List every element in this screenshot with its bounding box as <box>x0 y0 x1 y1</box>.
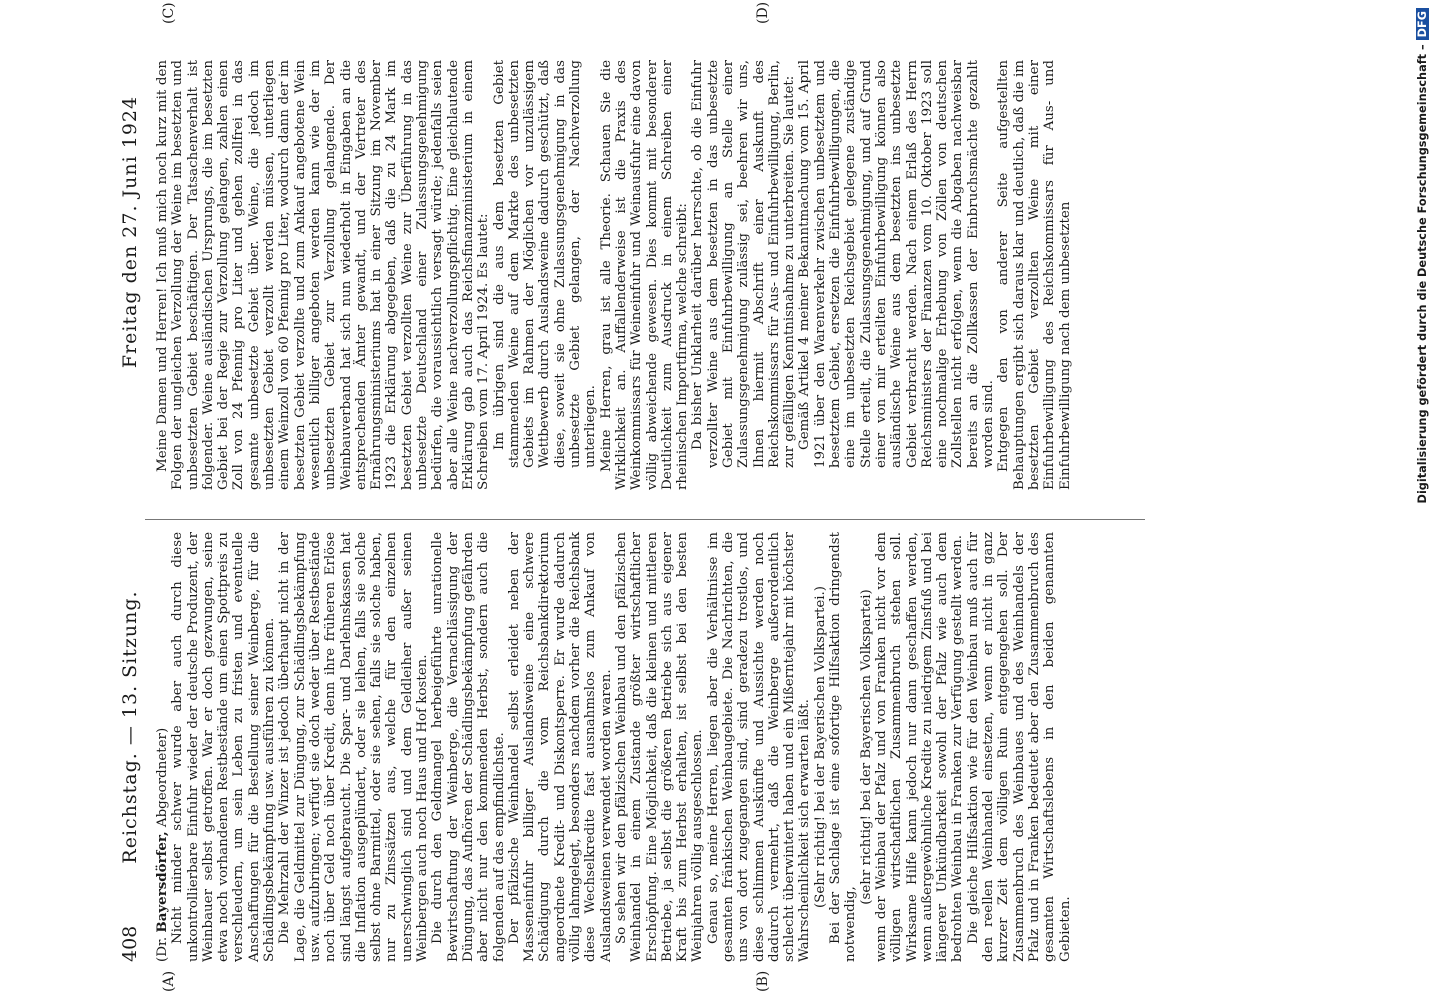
right-column <box>155 60 1073 490</box>
speaker-line <box>155 532 170 962</box>
interjection: (sehr richtig! bei der Bayerischen Volkspartei) <box>858 589 874 905</box>
paragraph: Genau so, meine Herren, liegen aber die Verhältnisse im gesamten fränkischen Weinbaugebiete. Die Nachrichten, die uns von dort zugegangen sind, sind geradezu trostlos, und diese schlimmen Auskünfte und Aussichte werden noch dadurch vermehrt, daß die Weinberge außerordentlich schlecht überwintert haben und ein Mißerntejahr mit höchster Wahrscheinlichkeit sich erwarten läßt. <box>705 532 813 962</box>
digitization-note-text <box>1416 8 1430 998</box>
paragraph: wenn der Weinbau der Pfalz und von Franken nicht vor dem völligen wirtschaftlichen Zusammenbruch stehen soll. Wirksame Hilfe kann jedoch nur dann geschaffen werden, wenn außergewöhnliche Kredite zu niedrigem Zinsfuß und bei längerer Unkündbarkeit sowohl der Pfalz wie auch dem bedrohten Weinbau in Franken zur Verfügung gestellt werden. <box>873 532 966 962</box>
quoted-paragraph: Gemäß Artikel 4 meiner Bekanntmachung vom 15. April 1921 über den Warenverkehr zwischen unbesetztem und besetztem Gebiet, ersetzen die Einfuhrbewilligungen, die eine im unbesetzten Reichsgebiet gelegene zuständige Stelle erteilt, die Zulassungsgenehmigung, und auf Grund einer von mir erteilten Einfuhrbewilligung können also ausländische Weine aus dem besetzten ins unbesetzte Gebiet verbracht werden. Nach einem Erlaß des Herrn Reichsministers der Finanzen vom 10. Oktober 1923 soll eine nochmalige Erhebung von Zöllen von deutschen Zollstellen nicht erfolgen, wenn die Abgaben nachweisbar bereits an die Zollkassen der Einbruchsmächte gezahlt worden sind. <box>797 60 997 468</box>
column-divider <box>145 519 1145 520</box>
paragraph: Die gleiche Hilfsaktion wie für den Weinbau muß auch für den reellen Weinhandel einsetzen, wenn er nicht in ganz kurzer Zeit dem völligen Ruin entgegengehen soll. Der Zusammenbruch des Weinbaues und des Weinhandels der Pfalz und in Franken bedeutet aber den Zusammenbruch des gesamten Wirtschaftslebens in den beiden genannten Gebieten. <box>965 532 1073 962</box>
margin-letter-d: (D) <box>755 1 771 24</box>
paragraph: Die durch den Geldmangel herbeigeführte unrationelle Bewirtschaftung der Weinberge, die Vernachlässigung der Düngung, das Aufhören der Schädlingsbekämpfung gefährden aber nicht nur den kommenden Herbst, sondern auch die folgenden auf das empfindlichste. <box>430 532 507 962</box>
right-running-title: Freitag den 27. Juni 1924 <box>119 95 141 369</box>
page-number: 408 <box>119 925 141 962</box>
funding-text: Digitalisierung gefördert durch die Deutsche Forschungsgemeinschaft – <box>1416 44 1429 504</box>
speaker-name: Bayersdörfer, <box>154 831 170 933</box>
margin-letter-c: (C) <box>161 2 177 24</box>
paragraph: Meine Damen und Herren! Ich muß mich noch kurz mit den Folgen der ungleichen Verzollung der Weine im besetzten und unbesetzten Gebiet beschäftigen. Der Tatsachenverhalt ist folgender. Weine ausländischen Ursprungs, die im besetzten Gebiet bei der Regie zur Verzollung gelangen, zahlen einen Zoll von 24 Pfennig pro Liter und gehen zollfrei in das gesamte unbesetzte Gebiet über. Weine, die jedoch im unbesetzten Gebiet verzollt werden müssen, unterliegen einem Weinzoll von 60 Pfennig pro Liter, wodurch dann der im besetzten Gebiet verzollte und zum Ankauf angebotene Wein wesentlich billiger angeboten werden kann wie der im unbesetzten Gebiet zur Verzollung gelangende. Der Weinbauverband hat sich nun wiederholt in Eingaben an die entsprechenden Ämter gewandt, und der Vertreter des Ernährungsministeriums hat in einer Sitzung im November 1923 die Erklärung abgegeben, daß die zu 24 Mark im besetzten Gebiet verzollten Weine zur Überführung in das unbesetzte Deutschland einer Zulassungsgenehmigung bedürfen, die voraussichtlich versagt würde; jedenfalls seien aber alle Weine nachverzollungspflichtig. Eine gleichlautende Erklärung gab auch das Reichsfinanzministerium in einem Schreiben vom 17. April 1924. Es lautet: <box>155 60 492 490</box>
page-header <box>115 32 145 962</box>
paragraph: Nicht minder schwer wurde aber auch durch diese unkontrollierbare Einfuhr wieder der deutsche Produzent, der Weinbauer selbst getroffen. War er doch gezwungen, seine etwa noch vorhandenen Restbestände um einen Spottpreis zu verschleudern, um sein Leben zu fristen und eventuelle Anschaffungen für die Bestellung seiner Weinberge, für die Schädlingsbekämpfung usw. ausführen zu können. <box>170 532 278 962</box>
left-running-title: Reichstag. — 13. Sitzung. <box>119 590 141 864</box>
margin-letter-a: (A) <box>161 970 177 992</box>
quoted-paragraph: Da bisher Unklarheit darüber herrschte, ob die Einfuhr verzollter Weine aus dem besetzten in das unbesetzte Gebiet mit Einfuhrbewilligung an Stelle einer Zulassungsgenehmigung zulässig sei, beehren wir uns, Ihnen hiermit Abschrift einer Auskunft des Reichskommissars für Aus- und Einfuhrbewilligung, Berlin, zur gefälligen Kenntnisnahme zu unterbreiten. Sie lautet: <box>690 60 798 468</box>
paragraph: Die Mehrzahl der Winzer ist jedoch überhaupt nicht in der Lage, die Geldmittel zur Düngung, zur Schädlingsbekämpfung usw. aufzubringen; verfügt sie doch weder über Restbestände noch über Geld noch über Kredit, denn ihre früheren Erlöse sind längst aufgebraucht. Die Spar- und Darlehnskassen hat die Inflation ausgeplündert, oder sie leihen, falls sie solche selbst ohne Barmittel, oder sie sehen, falls sie solche haben, nur zu Zinssätzen aus, welche für den einzelnen unerschwinglich sind und dem Geldleiher außer seinen Weinbergen auch noch Haus und Hof kosten. <box>277 532 431 962</box>
paragraph: So sehen wir den pfälzischen Weinbau und den pfälzischen Weinhandel in einem Zustande größter wirtschaftlicher Erschöpfung. Eine Möglichkeit, daß die kleinen und mittleren Betriebe, ja selbst die größeren Betriebe sich aus eigener Kraft bis zum Herbst erhalten, ist selbst bei den besten Weinjahren völlig ausgeschlossen. <box>613 532 706 962</box>
speaker-prefix: (Dr. <box>155 932 170 962</box>
paragraph: Bei der Sachlage ist eine sofortige Hilfsaktion dringendst notwendig, <box>828 532 859 962</box>
quoted-paragraph: Im übrigen sind die aus dem besetzten Gebiet stammenden Weine auf dem Markte des unbesetzten Gebiets im Rahmen der Möglichen vor unzulässigem Wettbewerb durch Auslandsweine dadurch geschützt, daß diese, soweit sie ohne Zulassungsgenehmigung in das unbesetzte Gebiet gelangen, der Nachverzollung unterliegen. <box>491 60 599 468</box>
dfg-logo: DFG <box>1416 8 1429 40</box>
paragraph: Entgegen den von anderer Seite aufgestellten Behauptungen ergibt sich daraus klar und deutlich, daß die im besetzten Gebiet verzollten Weine mit einer Einfuhrbewilligung des Reichskommissars für Aus- und Einfuhrbewilligung nach dem unbesetzten <box>996 60 1073 490</box>
margin-letter-b: (B) <box>755 970 771 992</box>
speaker-suffix: Abgeordneter) <box>155 727 170 832</box>
paragraph: Der pfälzische Weinhandel selbst erleidet neben der Masseneinfuhr billiger Auslandsweine eine schwere Schädigung durch die vom Reichsbankdirektorium angeordnete Kredit- und Diskontsperre. Er wurde dadurch völlig lahmgelegt, besonders nachdem vorher die Reichsbank diese Wechselkredite fast ausnahmslos zum Ankauf von Auslandsweinen verwendet worden waren. <box>506 532 614 962</box>
interjection: (Sehr richtig! bei der Bayerischen Volkspartei.) <box>812 585 828 909</box>
left-column <box>155 532 1073 962</box>
digitization-note <box>1416 8 1430 998</box>
paragraph: Meine Herren, grau ist alle Theorie. Schauen Sie die Wirklichkeit an. Auffallenderweise ist die Praxis des Weinkommissars für Weineinfuhr und Weinausfuhr eine davon völlig abweichende gewesen. Dies kommt mit besonderer Deutlichkeit zum Ausdruck in einem Schreiben einer rheinischen Importfirma, welche schreibt: <box>598 60 691 490</box>
rotated-document-page <box>115 0 1415 1000</box>
